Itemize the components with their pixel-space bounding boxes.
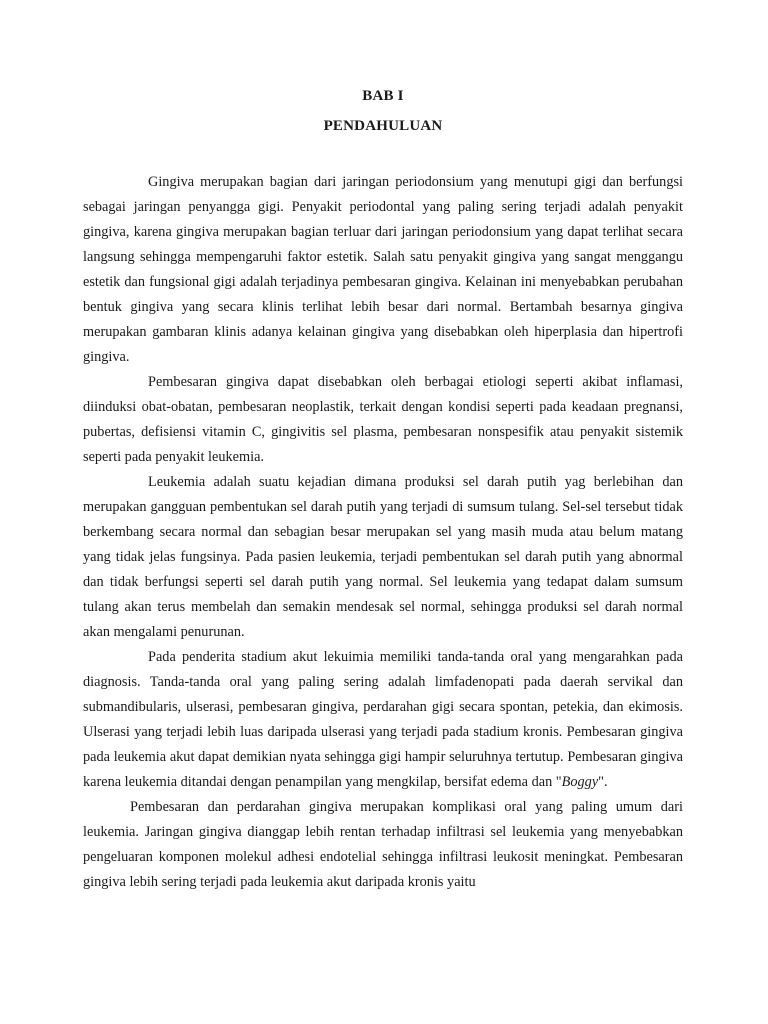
paragraph-5: Pembesaran dan perdarahan gingiva merupakan komplikasi oral yang paling umum dari leukemia. Jaringan gingiva dianggap lebih rentan terhadap infiltrasi sel leukemia yang menyebabkan pengeluaran komponen molekul adhesi endotelial sehingga infiltrasi leukosit meningkat. Pembesaran gingiva lebih sering terjadi pada leukemia akut daripada kronis yaitu (83, 799, 683, 890)
paragraph-3: Leukemia adalah suatu kejadian dimana produksi sel darah putih yag berlebihan dan merupakan gangguan pembentukan sel darah putih yang terjadi di sumsum tulang. Sel-sel tersebut tidak berkembang secara normal dan sebagian besar merupakan sel yang masih muda atau belum matang yang tidak jelas fungsinya. Pada pasien leukemia, terjadi pembentukan sel darah putih yang abnormal dan tidak berfungsi seperti sel darah putih yang normal. Sel leukemia yang tedapat dalam sumsum tulang akan terus membelah dan semakin mendesak sel normal, sehingga produksi sel darah normal akan mengalami penurunan. (83, 474, 683, 640)
paragraph-2: Pembesaran gingiva dapat disebabkan oleh berbagai etiologi seperti akibat inflamasi, diinduksi obat-obatan, pembesaran neoplastik, terkait dengan kondisi seperti pada keadaan pregnansi, pubertas, defisiensi vitamin C, gingivitis sel plasma, pembesaran nonspesifik atau penyakit sistemik seperti pada penyakit leukemia. (83, 374, 683, 465)
paragraph-4-text: Pada penderita stadium akut lekuimia memiliki tanda-tanda oral yang mengarahkan pada diagnosis. Tanda-tanda oral yang paling sering adalah limfadenopati pada daerah servikal dan submandibularis, ulserasi, pembesaran gingiva, perdarahan gigi secara spontan, petekia, dan ekimosis. Ulserasi yang terjadi lebih luas daripada ulserasi yang terjadi pada stadium kronis. Pembesaran gingiva pada leukemia akut dapat demikian nyata sehingga gigi hampir seluruhnya tertutup. Pembesaran gingiva karena leukemia ditandai dengan penampilan yang mengkilap, bersifat edema dan " (83, 649, 683, 790)
paragraph-1: Gingiva merupakan bagian dari jaringan periodonsium yang menutupi gigi dan berfungsi sebagai jaringan penyangga gigi. Penyakit periodontal yang paling sering terjadi adalah penyakit gingiva, karena gingiva merupakan bagian terluar dari jaringan periodonsium yang dapat terlihat secara langsung sehingga mempengaruhi faktor estetik. Salah satu penyakit gingiva yang sangat menggangu estetik dan fungsional gigi adalah terjadinya pembesaran gingiva. Kelainan ini menyebabkan perubahan bentuk gingiva yang secara klinis terlihat lebih besar dari normal. Bertambah besarnya gingiva merupakan gambaran klinis adanya kelainan gingiva yang disebabkan oleh hiperplasia dan hipertrofi gingiva. (83, 174, 683, 365)
document-body (83, 170, 683, 895)
paragraph-4 (83, 645, 683, 795)
boggy-term: Boggy (561, 774, 599, 790)
document-page (83, 0, 683, 1024)
chapter-title: PENDAHULUAN (323, 118, 443, 134)
chapter-heading: BAB I (362, 88, 404, 104)
boggy-suffix: ". (598, 774, 608, 790)
